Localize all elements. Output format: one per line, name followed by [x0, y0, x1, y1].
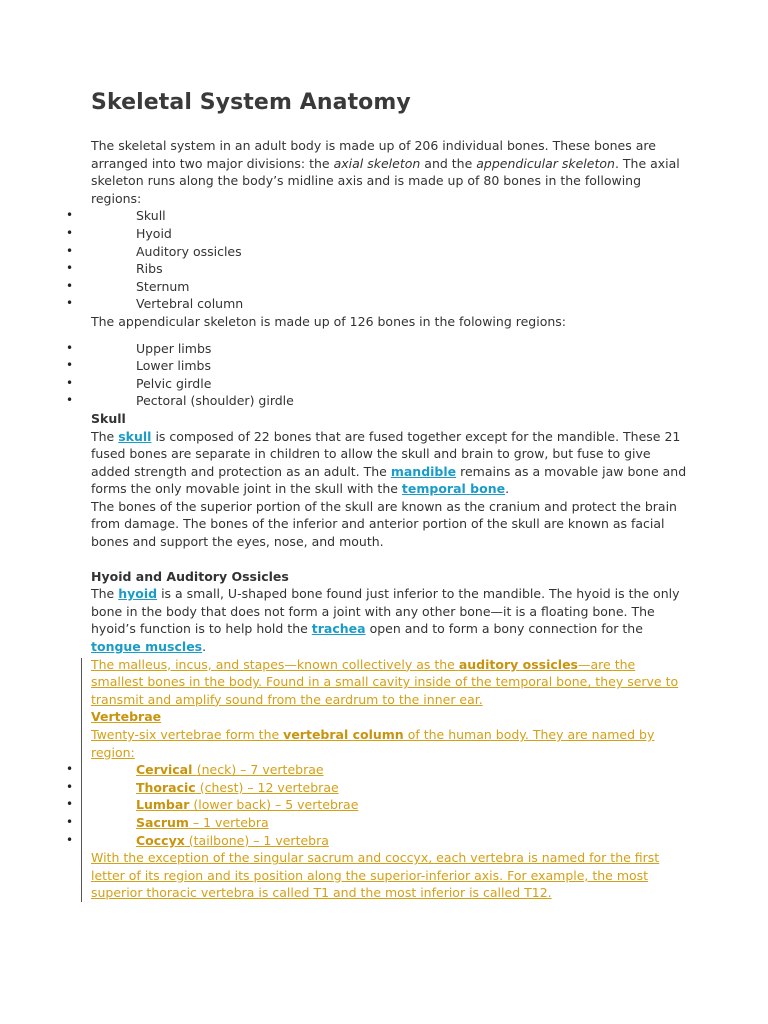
- bullet-icon: •: [66, 832, 74, 847]
- list-item: [66, 295, 691, 313]
- vertebrae-text: of the human body. They are named by region:: [91, 727, 655, 760]
- list-item: [66, 761, 691, 779]
- list-item: [66, 207, 691, 225]
- skull-text: The: [91, 428, 119, 444]
- appendicular-skeleton-term: appendicular skeleton: [476, 155, 615, 171]
- list-item-text: Sternum: [136, 278, 190, 294]
- list-item-text: Ribs: [136, 261, 163, 277]
- region-name: Cervical: [136, 762, 197, 778]
- ossicles-term: auditory ossicles: [458, 656, 578, 672]
- hyoid-text: .: [202, 639, 207, 655]
- vertebrae-intro: [91, 726, 691, 761]
- bullet-icon: •: [66, 278, 74, 293]
- bullet-icon: •: [66, 340, 74, 355]
- bullet-icon: •: [66, 243, 74, 258]
- ossicles-text: The malleus, incus, and stapes—known collectively as the: [91, 656, 459, 672]
- region-detail: (lower back) – 5 vertebrae: [189, 797, 359, 813]
- tracked-changes-block: [66, 656, 691, 902]
- list-item-text: Lower limbs: [136, 358, 211, 374]
- region-detail: (neck) – 7 vertebrae: [196, 762, 324, 778]
- bullet-icon: •: [66, 375, 74, 390]
- region-detail: – 1 vertebra: [188, 814, 269, 830]
- hyoid-paragraph: [91, 585, 691, 655]
- list-item: [66, 814, 691, 832]
- region-name: Coccyx: [136, 832, 185, 848]
- bullet-icon: •: [66, 225, 74, 240]
- axial-regions-list: [66, 207, 691, 313]
- vertebrae-closing: With the exception of the singular sacrum and coccyx, each vertebra is named for the first letter of its region and its position along the superior-inferior axis. For example, the most superior thoracic vertebra is called T1 and the most inferior is called T12.: [91, 850, 660, 901]
- region-detail: (tailbone) – 1 vertebra: [184, 832, 329, 848]
- bullet-icon: •: [66, 797, 74, 812]
- page-title: Skeletal System Anatomy: [91, 90, 411, 115]
- region-name: Lumbar: [136, 797, 190, 813]
- list-item: [66, 375, 691, 393]
- list-item: [66, 260, 691, 278]
- bullet-icon: •: [66, 261, 74, 276]
- intro-text: The skeletal system in an adult body is made up of 206 individual bones. These bones are arranged into two major divisions: the: [91, 138, 656, 171]
- list-item: [66, 392, 691, 410]
- region-detail: (chest) – 12 vertebrae: [195, 779, 339, 795]
- bullet-icon: •: [66, 779, 74, 794]
- hyoid-text: open and to form a bony connection for the: [365, 621, 643, 637]
- vertebrae-text: Twenty-six vertebrae form the: [91, 727, 284, 742]
- appendicular-intro: The appendicular skeleton is made up of 126 bones in the folowing regions:: [91, 313, 566, 329]
- change-bar: [81, 658, 82, 902]
- vertebrae-heading-text: Vertebrae: [91, 709, 162, 725]
- temporal-bone-link[interactable]: temporal bone: [401, 481, 506, 497]
- intro-text-end: . The axial skeleton runs along the body’s midline axis and is made up of 80 bones in the following regions:: [91, 155, 680, 206]
- appendicular-regions-list: [66, 340, 691, 410]
- list-item-text: Auditory ossicles: [136, 243, 242, 259]
- list-item: [66, 243, 691, 261]
- bullet-icon: •: [66, 393, 74, 408]
- skull-text: is composed of 22 bones that are fused together except for the mandible. These 21 fused bones are separate in children to allow the skull and brain to grow, but fuse to give added strength and protection as an adult. The: [91, 428, 681, 479]
- hyoid-link[interactable]: hyoid: [118, 586, 158, 602]
- vertebrae-list: [66, 761, 691, 849]
- intro-paragraph: [91, 137, 691, 207]
- region-name: Thoracic: [136, 779, 196, 795]
- bullet-icon: •: [66, 814, 74, 829]
- list-item: [66, 832, 691, 850]
- ossicles-paragraph: [91, 656, 691, 709]
- list-item-text: Pelvic girdle: [136, 375, 212, 391]
- region-name: Sacrum: [136, 814, 189, 830]
- list-item-text: Vertebral column: [136, 296, 244, 312]
- skull-heading: Skull: [91, 410, 126, 426]
- hyoid-text: The: [91, 586, 119, 602]
- vertebral-column-term: vertebral column: [283, 727, 404, 742]
- hyoid-heading: Hyoid and Auditory Ossicles: [91, 568, 289, 584]
- list-item-text: Skull: [136, 208, 166, 224]
- hyoid-text: is a small, U-shaped bone found just inferior to the mandible. The hyoid is the only bone in the body that does not form a joint with any other bone—it is a floating bone. The hyoid’s function is to help hold the: [91, 586, 680, 637]
- trachea-link[interactable]: trachea: [311, 621, 366, 637]
- tongue-muscles-link[interactable]: tongue muscles: [91, 639, 203, 655]
- list-item-text: Upper limbs: [136, 340, 212, 356]
- document-body: [66, 137, 691, 902]
- list-item: [66, 357, 691, 375]
- list-item: [66, 278, 691, 296]
- axial-skeleton-term: axial skeleton: [333, 155, 421, 171]
- list-item: [66, 225, 691, 243]
- mandible-link[interactable]: mandible: [390, 463, 457, 479]
- skull-text: .: [505, 481, 510, 497]
- list-item: [66, 779, 691, 797]
- skull-link[interactable]: skull: [118, 428, 152, 444]
- intro-connector: and the: [420, 155, 477, 171]
- bullet-icon: •: [66, 296, 74, 311]
- cranium-paragraph: The bones of the superior portion of the skull are known as the cranium and protect the brain from damage. The bones of the inferior and anterior portion of the skull are known as facial bones and support the eyes, nose, and mouth.: [91, 498, 677, 550]
- skull-paragraph: [91, 428, 691, 498]
- vertebrae-heading: [91, 708, 691, 726]
- bullet-icon: •: [66, 358, 74, 373]
- skull-text: remains as a movable jaw bone and forms the only movable joint in the skull with the: [91, 463, 687, 497]
- list-item-text: Pectoral (shoulder) girdle: [136, 393, 294, 409]
- list-item: [66, 340, 691, 358]
- ossicles-text: —are the smallest bones in the body. Found in a small cavity inside of the temporal bone, they serve to transmit and amplify sound from the eardrum to the inner ear.: [91, 656, 679, 707]
- bullet-icon: •: [66, 208, 74, 223]
- bullet-icon: •: [66, 762, 74, 777]
- list-item-text: Hyoid: [136, 225, 172, 241]
- list-item: [66, 796, 691, 814]
